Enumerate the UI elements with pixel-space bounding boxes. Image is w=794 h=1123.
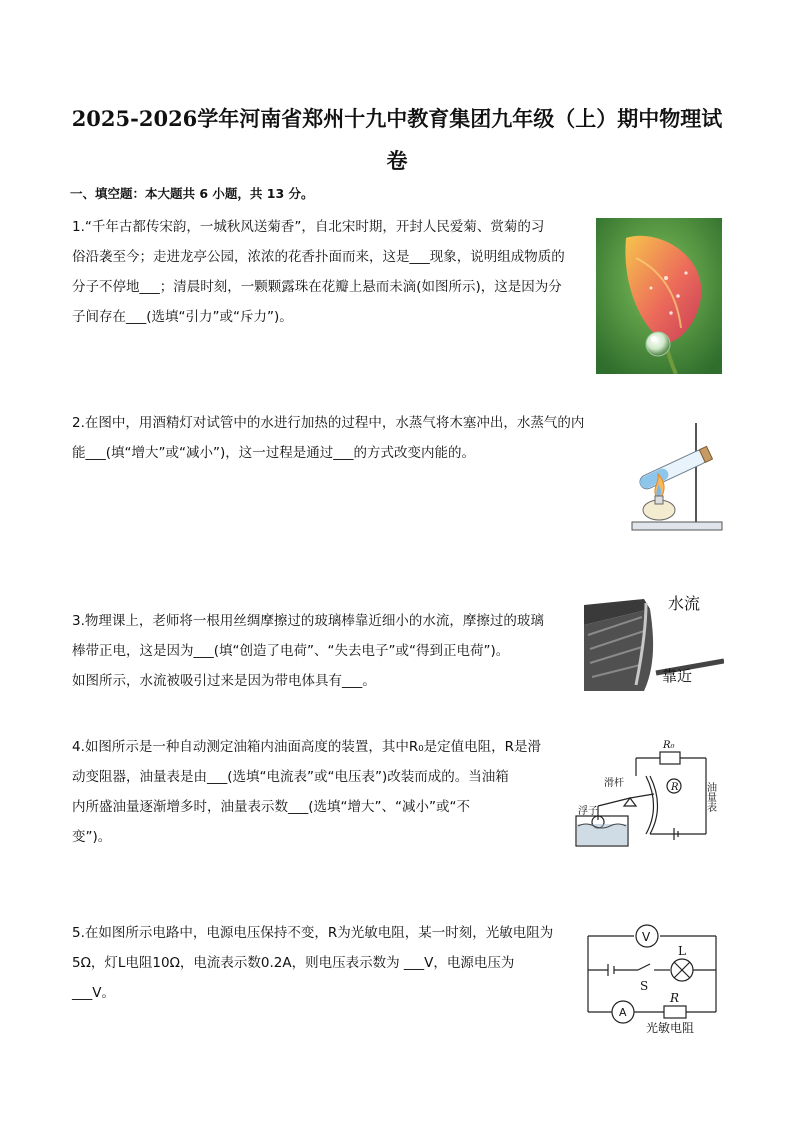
question-1-line: 子间存在___(选填“引力”或“斥力”)。 — [72, 309, 293, 325]
slider-label: 滑杆 — [604, 778, 624, 789]
oil-gauge-circuit-figure — [574, 736, 724, 850]
question-4 — [72, 732, 541, 852]
question-3-line: 棒带正电，这是因为___(填“创造了电荷”、“失去电子”或“得到正电荷”)。 — [72, 643, 510, 659]
question-2 — [72, 408, 584, 468]
question-3 — [72, 606, 544, 696]
document-title — [40, 98, 754, 182]
switch-label: S — [640, 979, 649, 993]
dewdrop-flower-photo — [596, 218, 722, 374]
r0-label: R₀ — [663, 740, 675, 751]
question-2-line: 能___(填“增大”或“减小”)，这一过程是通过___的方式改变内能的。 — [72, 445, 476, 461]
r-label: R — [671, 782, 679, 793]
question-5-line: ___V。 — [72, 985, 115, 1001]
title-line-1: 2025-2026学年河南省郑州十九中教育集团九年级（上）期中物理试 — [71, 106, 723, 131]
question-1 — [72, 212, 565, 332]
title-line-2: 卷 — [386, 148, 408, 173]
photoresistor-label: 光敏电阻 — [646, 1021, 695, 1035]
water-flow-figure — [584, 585, 724, 691]
question-4-line: 变”)。 — [72, 829, 112, 845]
section-heading: 一、填空题：本大题共 6 小题，共 13 分。 — [70, 186, 314, 201]
question-5 — [72, 918, 553, 1008]
oil-meter-label: 油量表 — [704, 782, 716, 812]
v-meter-label: V — [642, 930, 651, 944]
question-1-line: 俗沿袭至今；走进龙亭公园，浓浓的花香扑面而来，这是___现象，说明组成物质的 — [72, 249, 565, 265]
question-1-line: 分子不停地___；清晨时刻，一颗颗露珠在花瓣上悬而未滴(如图所示)，这是因为分 — [72, 279, 562, 295]
question-4-line: 内所盛油量逐渐增多时，油量表示数___(选填“增大”、“减小”或“不 — [72, 799, 470, 815]
question-3-line: 3.物理课上，老师将一根用丝绸摩擦过的玻璃棒靠近细小的水流，摩擦过的玻璃 — [72, 613, 544, 629]
photoresistor-circuit-figure — [584, 920, 724, 1036]
water-flow-label: 水流 — [668, 594, 701, 613]
test-tube-heating-figure — [626, 418, 726, 538]
r-photo-label: R — [670, 991, 680, 1005]
question-4-line: 动变阻器，油量表是由___(选填“电流表”或“电压表”)改装而成的。当油箱 — [72, 769, 509, 785]
question-2-line: 2.在图中，用酒精灯对试管中的水进行加热的过程中，水蒸气将木塞冲出，水蒸气的内 — [72, 415, 585, 431]
lamp-label: L — [678, 944, 686, 958]
float-label: 浮子 — [578, 806, 598, 817]
question-4-line: 4.如图所示是一种自动测定油箱内油面高度的装置，其中R₀是定值电阻，R是滑 — [72, 739, 542, 755]
question-3-line: 如图所示，水流被吸引过来是因为带电体具有___。 — [72, 673, 376, 689]
question-1-line: 1.“千年古都传宋韵，一城秋风送菊香”，自北宋时期，开封人民爱菊、赏菊的习 — [72, 219, 545, 235]
a-meter-label: A — [619, 1006, 627, 1019]
question-5-line: 5.在如图所示电路中，电源电压保持不变，R为光敏电阻，某一时刻，光敏电阻为 — [72, 925, 554, 941]
approach-label: 靠近 — [662, 667, 693, 685]
question-5-line: 5Ω，灯L电阻10Ω，电流表示数0.2A，则电压表示数为 ___V，电源电压为 — [72, 955, 515, 971]
